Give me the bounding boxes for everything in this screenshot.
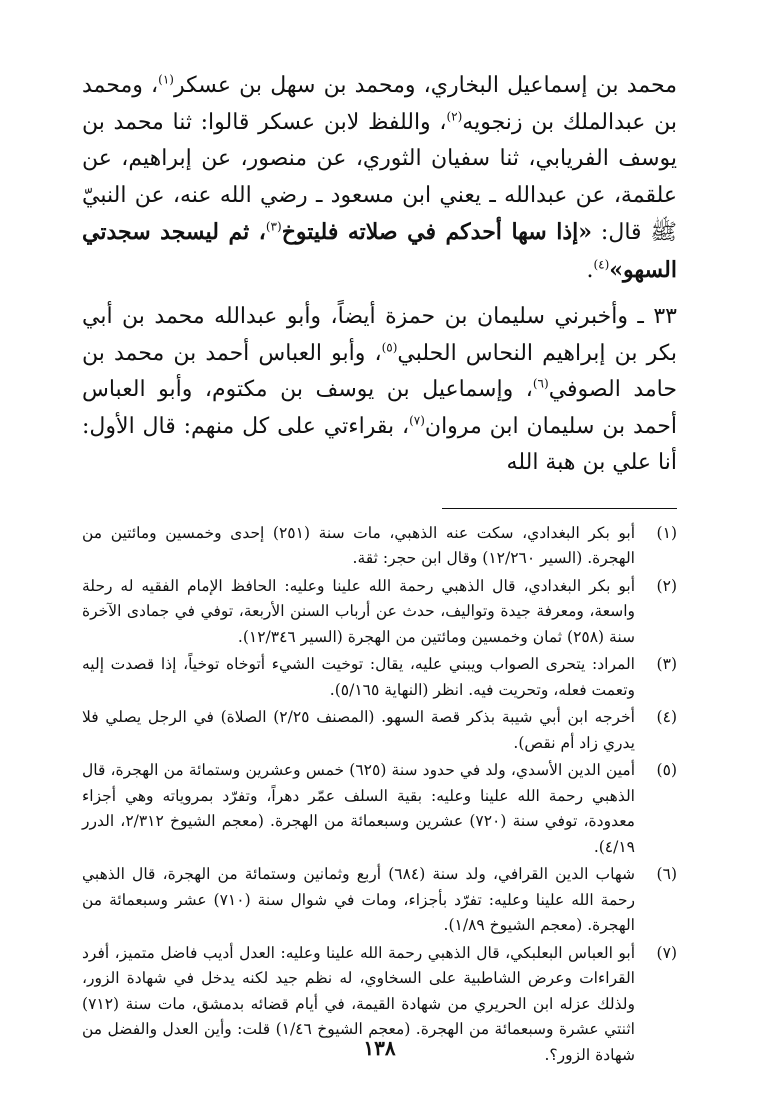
footnote-number: (٣)	[656, 655, 677, 673]
footnote-ref[interactable]: (٥)	[381, 340, 398, 355]
footnote-1	[82, 521, 677, 572]
footnote-number: (٧)	[656, 943, 677, 962]
footnote-divider	[442, 508, 677, 509]
hadith-text: «إذا سها أحدكم في صلاته فليتوخ	[281, 219, 593, 245]
footnote-5	[82, 758, 677, 860]
footnote-4	[82, 705, 677, 756]
text-segment: ٣٣ ـ وأخبرني سليمان بن حمزة أيضاً، وأبو عبدالله محمد بن أبي بكر بن إبراهيم النحاس الحلبي	[82, 304, 677, 366]
footnote-text: شهاب الدين القرافي، ولد سنة (٦٨٤) أربع وثمانين وستمائة من الهجرة، قال الذهبي رحمة الله علينا وعليه: تفرّد بأجزاء، ومات في شوال سنة (٧١٠) عشر وسبعمائة من الهجرة. (معجم الشيوخ ١/٨٩).	[82, 865, 635, 934]
text-segment: .	[586, 257, 594, 283]
footnote-text: المراد: يتحرى الصواب ويبني عليه، يقال: توخيت الشيء أتوخاه توخياً، إذا قصدت إليه وتعمت فعله، وتحريت فيه. انظر (النهاية ٥/١٦٥).	[82, 655, 635, 699]
footnote-ref[interactable]: (٢)	[446, 109, 463, 124]
footnote-6	[82, 862, 677, 939]
footnote-text: أبو بكر البغدادي، قال الذهبي رحمة الله علينا وعليه: الحافظ الإمام الفقيه له رحلة واسعة، ومعرفة جيدة وتواليف، حدث عن أرباب السنن الأربعة، توفي في جمادى الآخرة سنة (٢٥٨) ثمان وخمسين ومائتين من الهجرة (السير ١٢/٣٤٦).	[82, 576, 635, 646]
footnote-number: (٢)	[656, 576, 677, 595]
footnote-2	[82, 574, 677, 651]
footnotes-section	[82, 521, 677, 1069]
hadith-text: ، ثم ليسجد سجدتي السهو»	[82, 219, 677, 283]
text-segment: ، وأبو العباس أحمد بن محمد بن حامد الصوفي	[82, 340, 677, 402]
footnote-3	[82, 652, 677, 703]
text-segment: ، وإسماعيل بن يوسف بن مكتوم، وأبو العباس أحمد بن سليمان ابن مروان	[82, 377, 678, 439]
footnote-ref[interactable]: (١)	[158, 72, 174, 87]
footnote-number: (٦)	[656, 865, 677, 883]
hadith-32-paragraph	[82, 68, 677, 289]
page-number: ١٣٨	[363, 1036, 396, 1060]
hadith-33-paragraph	[82, 299, 677, 482]
footnote-text: أبو بكر البغدادي، سكت عنه الذهبي، مات سنة (٢٥١) إحدى وخمسين ومائتين من الهجرة. (السير ١٢/٢٦٠) وقال ابن حجر: ثقة.	[82, 523, 635, 567]
footnote-number: (٥)	[656, 761, 677, 779]
text-segment: محمد بن إسماعيل البخاري، ومحمد بن سهل بن عسكر	[173, 73, 677, 98]
footnote-ref[interactable]: (٦)	[532, 376, 549, 391]
footnote-text: أخرجه ابن أبي شيبة بذكر قصة السهو. (المصنف ٢/٢٥) الصلاة) في الرجل يصلي فلا يدري زاد أم نقص).	[82, 708, 635, 752]
text-segment: ، ومحمد بن عبدالملك بن زنجويه	[82, 73, 677, 135]
footnote-ref[interactable]: (٣)	[265, 219, 282, 234]
main-text	[82, 68, 677, 482]
footnote-ref[interactable]: (٧)	[409, 413, 425, 428]
text-segment: ، واللفظ لابن عسكر قالوا: ثنا محمد بن يوسف الفريابي، ثنا سفيان الثوري، عن منصور، عن إبراهيم، عن علقمة، عن عبدالله ـ يعني ابن مسعود ـ رضي الله عنه، عن النبيّ ﷺ قال:	[82, 109, 677, 245]
footnote-number: (٤)	[656, 708, 677, 726]
text-segment: ، بقراءتي على كل منهم: قال الأول: أنا علي بن هبة الله	[82, 413, 677, 475]
footnote-number: (١)	[656, 523, 677, 542]
footnote-ref[interactable]: (٤)	[593, 257, 610, 272]
footnote-text: أبو العباس البعلبكي، قال الذهبي رحمة الله علينا وعليه: العدل أديب فاضل متميز، أفرد القراءات وعرض الشاطبية على السخاوي، له نظم جيد لكنه يدخل في شهادة الزور، ولذلك عزله ابن الحريري من شهادة القيمة، في أيام قضائه بدمشق، مات سنة (٧١٢) اثنتي عشرة وسبعمائة من الهجرة. (معجم الشيوخ ١/٤٦) قلت: وأين العدل والفضل من شهادة الزور؟.	[82, 943, 635, 1064]
footnote-text: أمين الدين الأسدي، ولد في حدود سنة (٦٢٥) خمس وعشرين وستمائة من الهجرة، قال الذهبي رحمة الله علينا وعليه: بقية السلف عمّر دهراً، وتفرّد بمروياته وهي أجزاء معدودة، توفي سنة (٧٢٠) عشرين وسبعمائة من الهجرة. (معجم الشيوخ ٢/٣١٢، الدرر ٤/١٩).	[82, 761, 635, 856]
